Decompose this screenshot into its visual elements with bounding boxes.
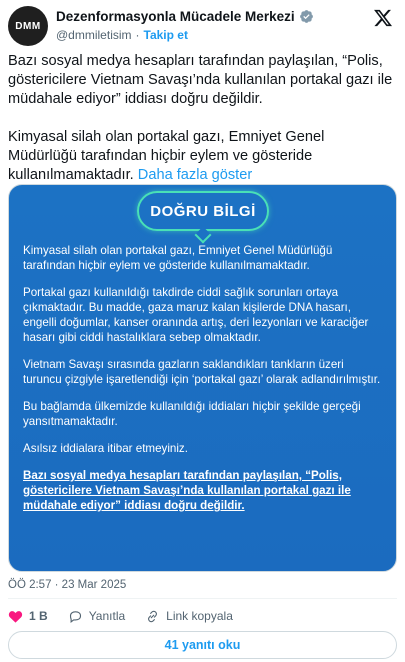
- action-bar: [8, 606, 253, 626]
- follow-button[interactable]: Takip et: [143, 28, 188, 42]
- card-paragraph-2: Portakal gazı kullanıldığı takdirde ciddi sağlık sorunları ortaya çıkmaktadır. Bu madde, gaza maruz kalan kişilerde DNA hasarı, engelli doğumlar, kanser oranında artış, deri lezyonları ve karaciğer hasarı gibi ciddi hastalıklara sebep olmaktadır.: [23, 286, 369, 344]
- tweet-timestamp[interactable]: ÖÖ 2:57 · 23 Mar 2025: [8, 579, 127, 591]
- dogru-bilgi-badge: [137, 191, 269, 231]
- tweet-paragraph-1: Bazı sosyal medya hesapları tarafından paylaşılan, “Polis, göstericilere Vietnam Savaşı’nda kullanılan portakal gazı ile müdahale ediyor” iddiası doğru değildir.: [8, 53, 393, 107]
- copy-link-button[interactable]: [145, 609, 233, 624]
- heart-icon: [8, 609, 23, 624]
- verified-badge-icon: [299, 9, 314, 24]
- card-paragraph-6: Bazı sosyal medya hesapları tarafından paylaşılan, “Polis, göstericilere Vietnam Savaşı’nda kullanılan portakal gazı ile müdahale ediyor” iddiası doğru değildir.: [23, 469, 351, 512]
- card-paragraph-4: Bu bağlamda ülkemizde kullanıldığı iddiaları hiçbir şekilde gerçeği yansıtmamaktadır.: [23, 400, 361, 428]
- reply-label: Yanıtla: [88, 609, 126, 623]
- card-paragraph-5: Asılsız iddialara itibar etmeyiniz.: [23, 442, 188, 455]
- avatar[interactable]: [8, 6, 48, 46]
- card-paragraph-3: Vietnam Savaşı sırasında gazların saklandıkları tankların üzeri turuncu çizgiyle işaretlendiği için ‘portakal gazı’ olarak adlandırılmıştır.: [23, 358, 381, 386]
- author-handle[interactable]: @dmmiletisim: [56, 28, 132, 42]
- card-body: [23, 243, 383, 525]
- read-replies-button[interactable]: 41 yanıtı oku: [8, 631, 397, 659]
- like-count: 1 B: [29, 609, 48, 623]
- author-name[interactable]: Dezenformasyonla Mücadele Merkezi: [56, 9, 295, 24]
- x-logo-icon[interactable]: [373, 8, 393, 28]
- tweet-paragraph-2: [8, 128, 393, 185]
- badge-text: DOĞRU BİLGİ: [150, 202, 256, 220]
- author-name-row: [56, 9, 314, 24]
- separator-dot: ·: [135, 28, 140, 42]
- copy-link-label: Link kopyala: [166, 609, 233, 623]
- divider: [8, 598, 397, 599]
- tweet-paragraph-2-text: Kimyasal silah olan portakal gazı, Emniyet Genel Müdürlüğü tarafından hiçbir eylem ve gösteride kullanılmamaktadır.: [8, 129, 325, 183]
- tweet-header: [8, 6, 397, 46]
- like-button[interactable]: [8, 609, 48, 624]
- avatar-text: DMM: [15, 20, 41, 32]
- card-paragraph-1: Kimyasal silah olan portakal gazı, Emniyet Genel Müdürlüğü tarafından hiçbir eylem ve gösteride kullanılmamaktadır.: [23, 244, 333, 272]
- link-icon: [145, 609, 160, 624]
- tweet-text: [8, 52, 393, 204]
- reply-icon: [68, 609, 83, 624]
- media-card[interactable]: [8, 184, 397, 572]
- handle-row: [56, 28, 188, 42]
- badge-wrap: [9, 185, 396, 245]
- reply-button[interactable]: [68, 609, 125, 624]
- show-more-link[interactable]: Daha fazla göster: [137, 167, 253, 183]
